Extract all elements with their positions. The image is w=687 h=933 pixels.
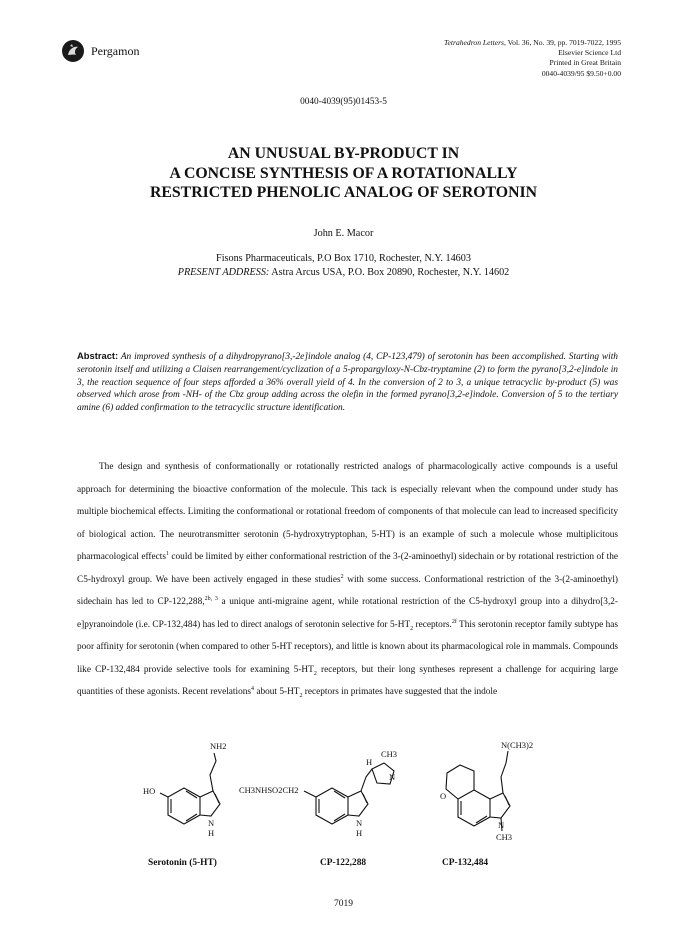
atom-label: N — [498, 820, 505, 830]
atom-label: N — [356, 818, 363, 828]
page-number: 7019 — [334, 899, 353, 909]
structure-label-cp-132484: CP-132,484 — [442, 858, 489, 868]
paper-title: AN UNUSUAL BY-PRODUCT IN A CONCISE SYNTHESIS OF A ROTATIONALLY RESTRICTED PHENOLIC ANALOG OF SEROTONIN — [149, 145, 538, 201]
atom-label: N — [389, 772, 396, 782]
cp-122288-structure — [304, 763, 394, 824]
atom-label: N(CH3)2 — [501, 740, 534, 750]
body-text — [77, 456, 618, 704]
publisher-logo-block — [62, 40, 139, 62]
structure-label-serotonin: Serotonin (5-HT) — [148, 858, 217, 868]
abstract-text: An improved synthesis of a dihydropyrano[3,-2e]indole analog (4, CP-123,479) of serotonin has been accomplished. Starting with serotonin itself and utilizing a Claisen rearrangement/cyclization of a 5-propargyloxy-N-Cbz-tryptamine (2) to form the pyrano[3,2-e]indole in 3, the reaction sequence of four steps afforded a 36% overall yield of 4. In the conversion of 2 to 3, a unique tetracyclic by-product (5) was observed which arose from -NH- of the Cbz group adding across the olefin in the formed pyrano[3,2-e]indole. Conversion of 5 to the tertiary amine (6) added confirmation to the tetracyclic structure identification. — [77, 352, 618, 414]
atom-label: CH3 — [381, 749, 398, 759]
atom-label: CH3NHSO2CH2 — [239, 785, 299, 795]
atom-label: H — [366, 757, 373, 767]
abstract-label: Abstract: — [77, 350, 119, 361]
atom-label: H — [356, 828, 363, 838]
present-address-line: PRESENT ADDRESS: Astra Arcus USA, P.O. Box 20890, Rochester, N.Y. 14602 — [177, 267, 510, 278]
pergamon-logo-icon — [62, 40, 84, 62]
atom-label: NH2 — [210, 741, 227, 751]
chemical-structures — [140, 727, 560, 877]
atom-label: H — [208, 828, 215, 838]
atom-label: N — [208, 818, 215, 828]
serotonin-structure — [160, 753, 220, 824]
atom-label: O — [440, 791, 447, 801]
journal-info — [444, 38, 621, 79]
journal-citation: Tetrahedron Letters, Vol. 36, No. 39, pp. 7019-7022, 1995 — [444, 38, 621, 47]
document-code: 0040-4039(95)01453-5 — [300, 97, 387, 107]
body-paragraph: The design and synthesis of conformationally or rotationally restricted analogs of pharmacologically active compounds is a useful approach for determining the bioactive conformation of the molecule. This tack is especially relevant when the compound under study has multiple biochemical effects. Limiting the conformational or rotational freedom of components of that molecule can lead to increased specificity of biological action. The neurotransmitter serotonin (5-hydroxytryptophan, 5-HT) is an example of such a molecule whose multiplicitous pharmacological effects$^1$ could be limited by either conformational restriction of the 3-(2-aminoethyl) sidechain or by rotational restriction of the C5-hydroxyl group. We have been actively engaged in these studies$^2$ with some success. Conformational restriction of the 3-(2-aminoethyl) sidechain has led to CP-122,288,$^{2b, 3}$ a unique anti-migraine agent, while rotational restriction of the C5-hydroxyl group into a dihydro[3,2-e]pyranoindole (i.e. CP-132,484) has led to direct analogs of serotonin selective for $5-HT_2$ receptors.$^{2f}$ This serotonin receptor family subtype has poor affinity for serotonin (when compared to other 5-HT receptors), and little is known about its pharmacological role in mammals. Compounds like CP-132,484 provide selective tools for examining $5-HT_2$ receptors, but their long syntheses represent a challenge for acquiring large quantities of these agonists. Recent revelations$^4$ about $5-HT_2$ receptors in primates have suggested that the indole — [77, 462, 619, 699]
abstract — [77, 350, 618, 415]
structure-label-cp-122288: CP-122,288 — [320, 858, 367, 868]
affiliation — [0, 252, 687, 280]
atom-label: CH3 — [496, 832, 513, 842]
price-line: 0040-4039/95 $9.50+0.00 — [541, 68, 621, 78]
publisher-line: Elsevier Science Ltd — [558, 48, 621, 58]
printed-line: Printed in Great Britain — [549, 58, 621, 68]
atom-label: HO — [143, 786, 156, 796]
publisher-name: Pergamon — [91, 43, 140, 58]
cp-132484-structure — [446, 751, 510, 831]
author-name: John E. Macor — [313, 228, 374, 239]
affiliation-line: Fisons Pharmaceuticals, P.O Box 1710, Rochester, N.Y. 14603 — [216, 253, 471, 264]
